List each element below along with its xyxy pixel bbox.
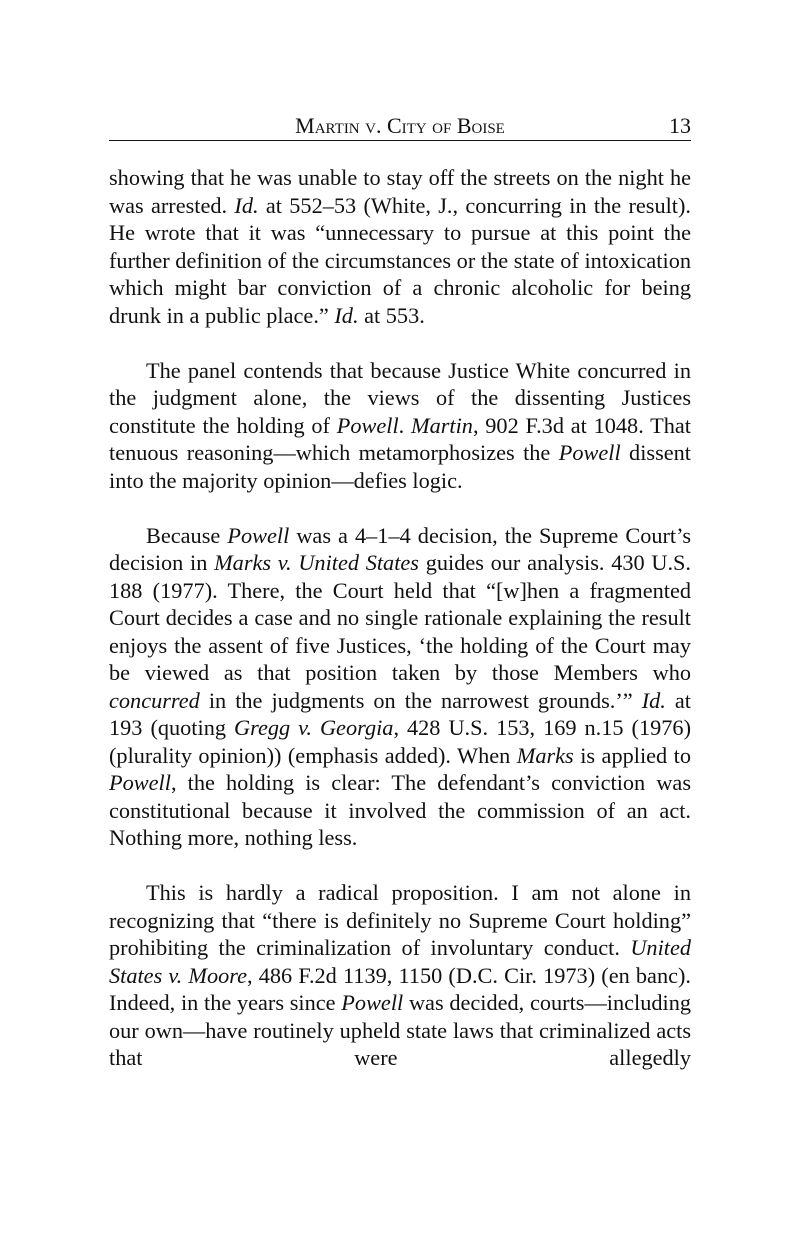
text-run: is applied to	[573, 742, 691, 768]
italic-text: Powell	[227, 522, 290, 548]
text-run: in the judgments on the narrowest grounds.’”	[199, 687, 642, 713]
text-run: was decided, courts—including our own—have routinely upheld state laws that criminalized acts that were allegedly	[109, 990, 691, 1070]
paragraph	[109, 522, 691, 852]
text-run: showing that he was unable to stay off the streets on the night he was arrested.	[109, 165, 691, 218]
italic-text: Marks v. United States	[214, 550, 419, 575]
text-run: .	[398, 412, 411, 438]
paragraph	[109, 357, 691, 495]
text-run: , 902 F.3d at 1048. That tenuous reasoning—which metamorphosizes the	[109, 412, 691, 465]
italic-text: concurred	[109, 687, 200, 713]
running-title: Martin v. City of Boise	[295, 113, 505, 138]
text-run: dissent into the majority opinion—defies logic.	[109, 440, 691, 493]
text-run: This is hardly a radical proposition. I am not alone in recognizing that “there is definitely no Supreme Court holding” prohibiting the criminalization of involuntary conduct.	[109, 880, 691, 960]
text-run: guides our analysis. 430 U.S. 188 (1977). There, the Court held that “[w]hen a fragmented Court decides a case and no single rationale explaining the result enjoys the assent of five Justices, ‘the holding of the Court may be viewed as that position taken by those Members who	[109, 550, 692, 685]
text-run: , 428 U.S. 153, 169 n.15 (1976) (plurality opinion)) (emphasis added). When	[109, 715, 691, 768]
italic-text: Id.	[234, 192, 259, 218]
text-run: , the holding is clear: The defendant’s conviction was constitutional because it involved the commission of an act. Nothing more, nothing less.	[109, 770, 691, 850]
text-run: at 193 (quoting	[109, 687, 691, 740]
paragraph	[109, 879, 691, 1072]
paragraph	[109, 164, 691, 329]
italic-text: Powell	[109, 770, 171, 795]
italic-text: Powell	[558, 440, 621, 465]
italic-text: Powell	[341, 990, 404, 1015]
italic-text: Id.	[334, 302, 359, 328]
italic-text: United States v. Moore	[109, 935, 691, 988]
page-number: 13	[669, 113, 691, 138]
italic-text: Powell	[336, 412, 399, 438]
text-run: at 552–53 (White, J., concurring in the result). He wrote that it was “unnecessary to pursue at this point the further definition of the circumstances or the state of intoxication which might bar conviction of a chronic alcoholic for being drunk in a public place.”	[109, 192, 691, 328]
text-run: at 553.	[358, 302, 425, 328]
italic-text: Martin	[411, 412, 473, 438]
text-run: The panel contends that because Justice White concurred in the judgment alone, the views of the dissenting Justices constitute the holding of	[109, 357, 691, 438]
body-text	[109, 164, 691, 1072]
italic-text: Gregg v. Georgia	[234, 715, 394, 740]
text-run: , 486 F.2d 1139, 1150 (D.C. Cir. 1973) (en banc). Indeed, in the years since	[109, 962, 691, 1015]
text-run: was a 4–1–4 decision, the Supreme Court’s decision in	[109, 522, 692, 575]
text-run: Because	[146, 522, 228, 548]
italic-text: Marks	[516, 742, 574, 768]
italic-text: Id.	[641, 687, 666, 713]
page-header	[109, 112, 691, 141]
